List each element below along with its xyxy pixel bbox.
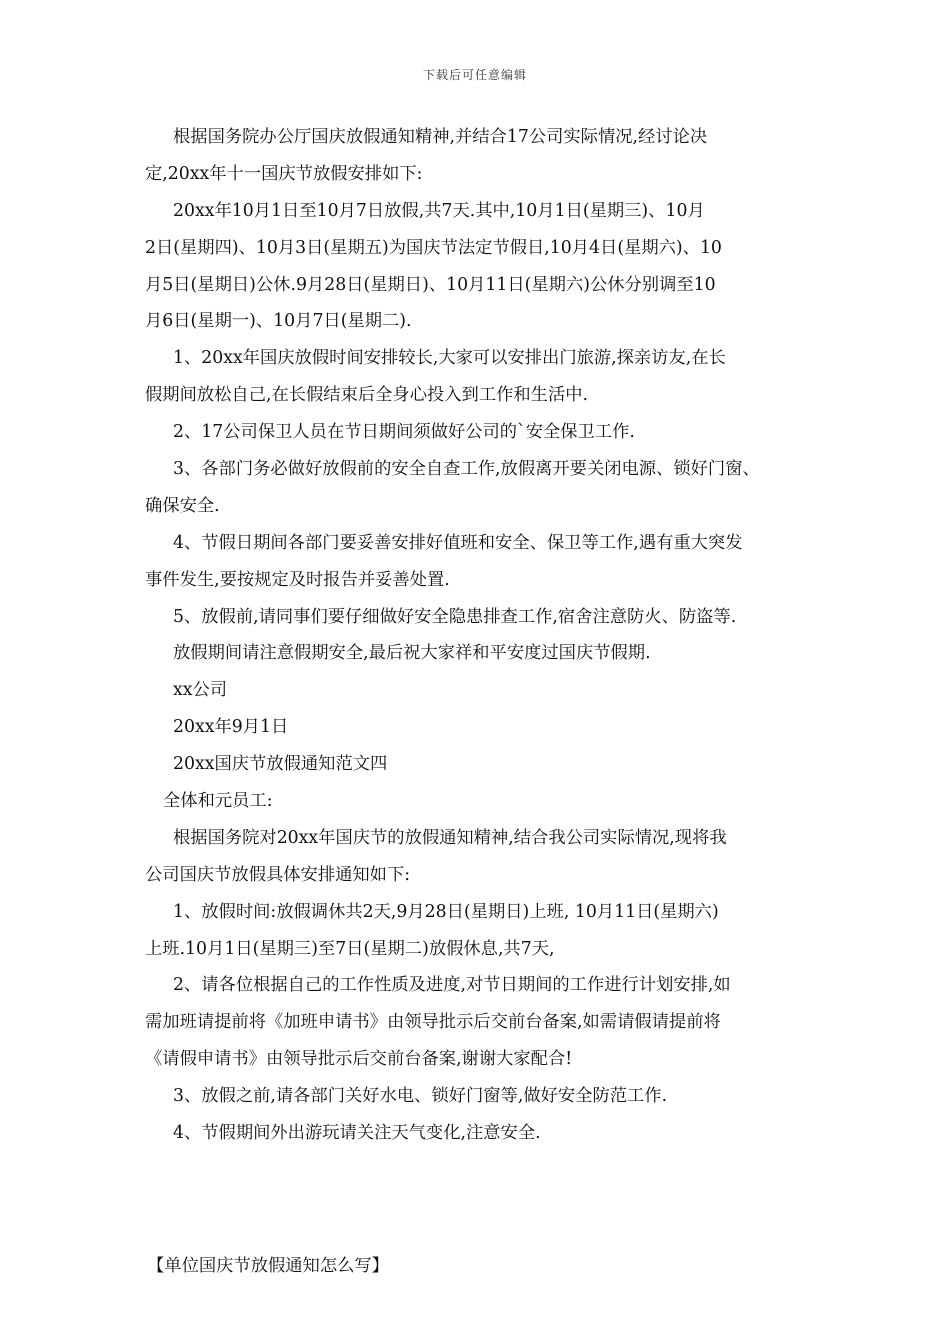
paragraph-line: 2日(星期四)、10月3日(星期五)为国庆节法定节假日,10月4日(星期六)、10 xyxy=(145,237,722,258)
signature-company: xx公司 xyxy=(173,680,228,701)
paragraph-line: 公司国庆节放假具体安排通知如下: xyxy=(145,864,411,885)
paragraph-line: 3、各部门务必做好放假前的安全自查工作,放假离开要关闭电源、锁好门窗、 xyxy=(173,459,760,480)
paragraph-line: 4、节假期间外出游玩请关注天气变化,注意安全. xyxy=(173,1123,541,1144)
paragraph-line: 根据国务院对20xx年国庆节的放假通知精神,结合我公司实际情况,现将我 xyxy=(173,827,727,848)
paragraph-line: 2、请各位根据自己的工作性质及进度,对节日期间的工作进行计划安排,如 xyxy=(173,975,731,996)
paragraph-line: 假期间放松自己,在长假结束后全身心投入到工作和生活中. xyxy=(145,385,589,406)
subheading: 20xx国庆节放假通知范文四 xyxy=(173,754,388,775)
paragraph-line: 《请假申请书》由领导批示后交前台备案,谢谢大家配合! xyxy=(145,1049,573,1070)
paragraph-line: 3、放假之前,请各部门关好水电、锁好门窗等,做好安全防范工作. xyxy=(173,1086,668,1107)
paragraph-line: 月5日(星期日)公休.9月28日(星期日)、10月11日(星期六)公休分别调至10 xyxy=(145,274,716,295)
paragraph-line: 5、放假前,请同事们要仔细做好安全隐患排查工作,宿舍注意防火、防盗等. xyxy=(173,606,737,627)
paragraph-line: 根据国务院办公厅国庆放假通知精神,并结合17公司实际情况,经讨论决 xyxy=(173,127,708,147)
section-title: 【单位国庆节放假通知怎么写】 xyxy=(147,1255,389,1276)
paragraph-line: 放假期间请注意假期安全,最后祝大家祥和平安度过国庆节假期. xyxy=(173,643,651,664)
paragraph-line: 1、放假时间:放假调休共2天,9月28日(星期日)上班, 10月11日(星期六) xyxy=(173,901,719,922)
spacer xyxy=(145,1152,813,1248)
signature-date: 20xx年9月1日 xyxy=(173,717,289,738)
salutation: 全体和元员工: xyxy=(163,791,273,812)
paragraph-line: 事件发生,要按规定及时报告并妥善处置. xyxy=(145,569,450,590)
header-note: 下载后可任意编辑 xyxy=(422,68,527,82)
paragraph-line: 定,20xx年十一国庆节放假安排如下: xyxy=(145,163,423,184)
document-body xyxy=(145,119,813,1285)
paragraph-line: 月6日(星期一)、10月7日(星期二). xyxy=(145,311,412,332)
paragraph-line: 20xx年10月1日至10月7日放假,共7天.其中,10月1日(星期三)、10月 xyxy=(173,200,705,221)
paragraph-line: 1、20xx年国庆放假时间安排较长,大家可以安排出门旅游,探亲访友,在长 xyxy=(173,348,726,369)
paragraph-line: 4、节假日期间各部门要妥善安排好值班和安全、保卫等工作,遇有重大突发 xyxy=(173,532,743,553)
paragraph-line: 需加班请提前将《加班申请书》由领导批示后交前台备案,如需请假请提前将 xyxy=(145,1012,721,1033)
paragraph-line: 确保安全. xyxy=(145,495,220,516)
paragraph-line: 2、17公司保卫人员在节日期间须做好公司的`安全保卫工作. xyxy=(173,422,635,443)
paragraph-line: 上班.10月1日(星期三)至7日(星期二)放假休息,共7天, xyxy=(145,938,555,959)
